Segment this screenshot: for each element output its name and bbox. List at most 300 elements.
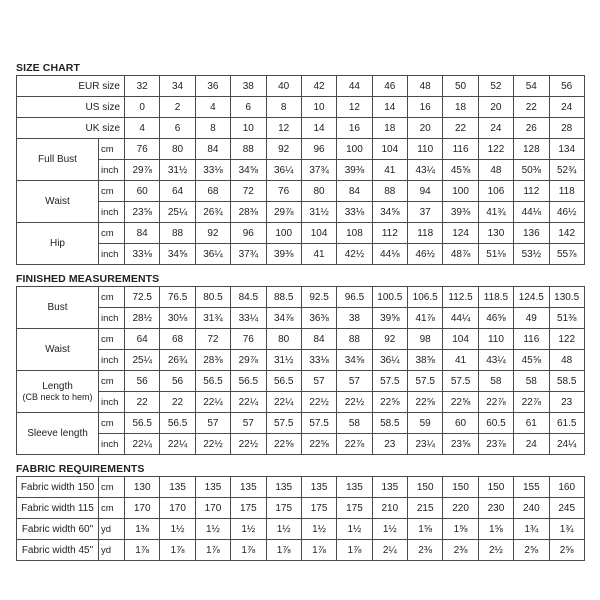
value-cell: 64 [160,181,195,202]
value-cell: 210 [372,498,407,519]
value-cell: 88 [372,181,407,202]
size-label: US size [17,97,125,118]
size-row [17,118,585,139]
value-cell: 43¼ [478,350,513,371]
value-cell: 60 [443,413,478,434]
unit-cell: cm [99,139,125,160]
value-cell: 22¼ [195,392,230,413]
value-cell: 60 [125,181,160,202]
value-cell: 100 [266,223,301,244]
value-cell: 22½ [231,434,266,455]
value-cell: 48 [408,76,443,97]
value-cell: 170 [125,498,160,519]
value-cell: 61 [514,413,549,434]
measurement-label: Waist [17,181,99,223]
value-cell: 150 [478,477,513,498]
value-cell: 1⅝ [478,519,513,540]
value-cell: 1½ [337,519,372,540]
value-cell: 22¼ [266,392,301,413]
value-cell: 38 [231,76,266,97]
fabric-row [17,477,585,498]
value-cell: 22⅝ [443,392,478,413]
value-cell: 24¼ [549,434,584,455]
value-cell: 88 [337,329,372,350]
value-cell: 1½ [372,519,407,540]
unit-cell: cm [99,223,125,244]
value-cell: 36¼ [195,244,230,265]
value-cell: 24 [514,434,549,455]
measurement-label-text: Sleeve length [27,428,88,439]
value-cell: 1⅜ [125,519,160,540]
value-cell: 36 [195,76,230,97]
value-cell: 0 [125,97,160,118]
value-cell: 128 [514,139,549,160]
value-cell: 57.5 [372,371,407,392]
value-cell: 135 [195,477,230,498]
measurement-row [17,350,585,371]
value-cell: 34⅞ [266,308,301,329]
document-page [16,0,584,561]
value-cell: 48⅞ [443,244,478,265]
value-cell: 112 [514,181,549,202]
value-cell: 22⅞ [514,392,549,413]
value-cell: 22¼ [125,434,160,455]
value-cell: 56.5 [266,371,301,392]
value-cell: 30⅛ [160,308,195,329]
value-cell: 46 [372,76,407,97]
value-cell: 58.5 [372,413,407,434]
value-cell: 32 [125,76,160,97]
measurement-row [17,308,585,329]
value-cell: 24 [478,118,513,139]
value-cell: 48 [478,160,513,181]
size-label: UK size [17,118,125,139]
value-cell: 215 [408,498,443,519]
value-cell: 41 [443,350,478,371]
value-cell: 80 [266,329,301,350]
value-cell: 56 [125,371,160,392]
measurement-row [17,244,585,265]
measurement-row [17,181,585,202]
value-cell: 2⅝ [549,540,584,561]
value-cell: 33¼ [231,308,266,329]
value-cell: 84 [125,223,160,244]
value-cell: 1⅝ [408,519,443,540]
value-cell: 175 [337,498,372,519]
measurement-label-text: Waist [45,344,70,355]
value-cell: 1½ [266,519,301,540]
value-cell: 1⅞ [266,540,301,561]
value-cell: 130 [478,223,513,244]
value-cell: 22½ [301,392,336,413]
value-cell: 84.5 [231,287,266,308]
value-cell: 106 [478,181,513,202]
value-cell: 22½ [337,392,372,413]
value-cell: 34⅝ [337,350,372,371]
unit-cell: cm [99,413,125,434]
measurement-row [17,139,585,160]
value-cell: 58 [478,371,513,392]
measurement-row [17,371,585,392]
value-cell: 124.5 [514,287,549,308]
measurement-row [17,160,585,181]
value-cell: 44 [337,76,372,97]
value-cell: 18 [372,118,407,139]
fabric-requirements-title: FABRIC REQUIREMENTS [16,463,145,475]
value-cell: 33⅛ [301,350,336,371]
value-cell: 135 [231,477,266,498]
fabric-label: Fabric width 45" [17,540,99,561]
measurement-label [17,413,99,455]
fabric-label: Fabric width 60" [17,519,99,540]
value-cell: 38⅝ [408,350,443,371]
value-cell: 26¾ [160,350,195,371]
value-cell: 160 [549,477,584,498]
value-cell: 175 [301,498,336,519]
value-cell: 48 [549,350,584,371]
value-cell: 10 [231,118,266,139]
unit-cell: cm [99,287,125,308]
value-cell: 96 [231,223,266,244]
value-cell: 134 [549,139,584,160]
value-cell: 116 [514,329,549,350]
value-cell: 53½ [514,244,549,265]
value-cell: 57 [337,371,372,392]
value-cell: 84 [195,139,230,160]
unit-cell: yd [99,519,125,540]
value-cell: 39⅝ [372,308,407,329]
value-cell: 44⅛ [372,244,407,265]
value-cell: 24 [549,97,584,118]
value-cell: 22¼ [231,392,266,413]
size-chart-title: SIZE CHART [16,62,80,74]
value-cell: 56.5 [231,371,266,392]
value-cell: 18 [443,97,478,118]
value-cell: 2⅝ [514,540,549,561]
value-cell: 28⅜ [195,350,230,371]
fabric-row [17,540,585,561]
value-cell: 41 [301,244,336,265]
value-cell: 110 [478,329,513,350]
value-cell: 28⅜ [231,202,266,223]
value-cell: 25¼ [125,350,160,371]
value-cell: 245 [549,498,584,519]
unit-cell: inch [99,392,125,413]
value-cell: 175 [266,498,301,519]
value-cell: 31½ [266,350,301,371]
value-cell: 52¾ [549,160,584,181]
unit-cell: cm [99,329,125,350]
value-cell: 22⅝ [372,392,407,413]
value-cell: 104 [443,329,478,350]
value-cell: 22 [125,392,160,413]
value-cell: 56 [160,371,195,392]
value-cell: 92 [372,329,407,350]
value-cell: 56.5 [195,371,230,392]
value-cell: 4 [125,118,160,139]
unit-cell: inch [99,350,125,371]
value-cell: 22⅞ [478,392,513,413]
value-cell: 36¼ [372,350,407,371]
value-cell: 50 [443,76,478,97]
value-cell: 1⅞ [301,540,336,561]
value-cell: 61.5 [549,413,584,434]
measurement-label-subtext: (CB neck to hem) [22,392,93,402]
measurement-label [17,329,99,371]
value-cell: 57.5 [266,413,301,434]
value-cell: 57.5 [408,371,443,392]
value-cell: 155 [514,477,549,498]
value-cell: 22⅝ [266,434,301,455]
value-cell: 60.5 [478,413,513,434]
value-cell: 22 [514,97,549,118]
size-chart-table [16,75,585,265]
value-cell: 68 [160,329,195,350]
value-cell: 1⅞ [337,540,372,561]
value-cell: 50⅜ [514,160,549,181]
measurement-label: Full Bust [17,139,99,181]
value-cell: 1½ [301,519,336,540]
value-cell: 72 [195,329,230,350]
value-cell: 84 [301,329,336,350]
value-cell: 240 [514,498,549,519]
value-cell: 2¼ [372,540,407,561]
value-cell: 76 [266,181,301,202]
value-cell: 100.5 [372,287,407,308]
value-cell: 88.5 [266,287,301,308]
measurement-label [17,287,99,329]
value-cell: 25¼ [160,202,195,223]
value-cell: 2½ [478,540,513,561]
value-cell: 76.5 [160,287,195,308]
value-cell: 22 [160,392,195,413]
value-cell: 31½ [160,160,195,181]
value-cell: 12 [337,97,372,118]
value-cell: 112.5 [443,287,478,308]
measurement-row [17,434,585,455]
value-cell: 76 [231,329,266,350]
measurement-row [17,223,585,244]
value-cell: 37 [408,202,443,223]
value-cell: 46½ [408,244,443,265]
value-cell: 28 [549,118,584,139]
value-cell: 59 [408,413,443,434]
value-cell: 96 [301,139,336,160]
value-cell: 122 [478,139,513,160]
value-cell: 116 [443,139,478,160]
value-cell: 34⅝ [160,244,195,265]
value-cell: 1¾ [514,519,549,540]
value-cell: 108 [337,223,372,244]
value-cell: 135 [372,477,407,498]
value-cell: 92 [266,139,301,160]
value-cell: 175 [231,498,266,519]
unit-cell: inch [99,434,125,455]
value-cell: 4 [195,97,230,118]
value-cell: 37¾ [231,244,266,265]
value-cell: 34 [160,76,195,97]
measurement-label-text: Length [42,381,73,392]
value-cell: 49 [514,308,549,329]
value-cell: 23⅝ [125,202,160,223]
value-cell: 6 [231,97,266,118]
size-label: EUR size [17,76,125,97]
fabric-row [17,498,585,519]
value-cell: 57 [301,371,336,392]
value-cell: 2⅜ [443,540,478,561]
value-cell: 26¾ [195,202,230,223]
value-cell: 84 [337,181,372,202]
measurement-label [17,371,99,413]
value-cell: 94 [408,181,443,202]
value-cell: 41¾ [478,202,513,223]
unit-cell: cm [99,371,125,392]
value-cell: 20 [408,118,443,139]
measurement-label-text: Bust [47,302,68,313]
value-cell: 1½ [160,519,195,540]
value-cell: 43¼ [408,160,443,181]
value-cell: 76 [125,139,160,160]
value-cell: 8 [195,118,230,139]
value-cell: 55⅞ [549,244,584,265]
value-cell: 170 [160,498,195,519]
value-cell: 36⅜ [301,308,336,329]
value-cell: 54 [514,76,549,97]
value-cell: 29⅞ [125,160,160,181]
value-cell: 110 [408,139,443,160]
value-cell: 16 [408,97,443,118]
value-cell: 36¼ [266,160,301,181]
value-cell: 22 [443,118,478,139]
value-cell: 44⅛ [514,202,549,223]
value-cell: 1⅝ [443,519,478,540]
unit-cell: yd [99,540,125,561]
value-cell: 80 [160,139,195,160]
value-cell: 33⅛ [125,244,160,265]
value-cell: 22⅞ [337,434,372,455]
value-cell: 39⅜ [266,244,301,265]
value-cell: 220 [443,498,478,519]
value-cell: 16 [337,118,372,139]
value-cell: 58.5 [549,371,584,392]
value-cell: 112 [372,223,407,244]
value-cell: 51⅜ [549,308,584,329]
value-cell: 45⅝ [443,160,478,181]
value-cell: 230 [478,498,513,519]
value-cell: 37¾ [301,160,336,181]
value-cell: 2 [160,97,195,118]
value-cell: 118 [408,223,443,244]
value-cell: 92.5 [301,287,336,308]
value-cell: 135 [160,477,195,498]
measurement-row [17,413,585,434]
value-cell: 150 [408,477,443,498]
value-cell: 12 [266,118,301,139]
value-cell: 23 [372,434,407,455]
value-cell: 1⅞ [195,540,230,561]
value-cell: 22½ [195,434,230,455]
value-cell: 130 [125,477,160,498]
value-cell: 10 [301,97,336,118]
measurement-row [17,287,585,308]
value-cell: 57 [231,413,266,434]
value-cell: 1¾ [549,519,584,540]
value-cell: 57 [195,413,230,434]
value-cell: 29⅞ [266,202,301,223]
value-cell: 33⅛ [337,202,372,223]
value-cell: 72.5 [125,287,160,308]
unit-cell: inch [99,202,125,223]
value-cell: 38 [337,308,372,329]
finished-measurements-title: FINISHED MEASUREMENTS [16,273,160,285]
value-cell: 104 [301,223,336,244]
value-cell: 20 [478,97,513,118]
value-cell: 2⅜ [408,540,443,561]
measurement-row [17,392,585,413]
value-cell: 34⅝ [231,160,266,181]
value-cell: 39⅜ [443,202,478,223]
value-cell: 135 [266,477,301,498]
value-cell: 122 [549,329,584,350]
value-cell: 8 [266,97,301,118]
value-cell: 6 [160,118,195,139]
value-cell: 68 [195,181,230,202]
value-cell: 28½ [125,308,160,329]
unit-cell: cm [99,498,125,519]
value-cell: 31¾ [195,308,230,329]
value-cell: 23⅝ [443,434,478,455]
value-cell: 88 [160,223,195,244]
size-row [17,76,585,97]
value-cell: 100 [443,181,478,202]
fabric-requirements-table [16,476,585,561]
value-cell: 1½ [195,519,230,540]
value-cell: 135 [337,477,372,498]
value-cell: 51⅛ [478,244,513,265]
unit-cell: inch [99,308,125,329]
value-cell: 118.5 [478,287,513,308]
value-cell: 34⅝ [372,202,407,223]
value-cell: 136 [514,223,549,244]
value-cell: 57.5 [443,371,478,392]
value-cell: 170 [195,498,230,519]
value-cell: 96.5 [337,287,372,308]
value-cell: 41 [372,160,407,181]
value-cell: 58 [514,371,549,392]
value-cell: 80 [301,181,336,202]
measurement-row [17,202,585,223]
finished-measurements-table [16,286,585,455]
value-cell: 22⅝ [408,392,443,413]
value-cell: 23⅞ [478,434,513,455]
value-cell: 45⅝ [514,350,549,371]
value-cell: 64 [125,329,160,350]
unit-cell: inch [99,244,125,265]
value-cell: 46½ [549,202,584,223]
value-cell: 14 [372,97,407,118]
value-cell: 42 [301,76,336,97]
value-cell: 29⅞ [231,350,266,371]
value-cell: 98 [408,329,443,350]
value-cell: 26 [514,118,549,139]
value-cell: 1⅞ [231,540,266,561]
value-cell: 1⅞ [160,540,195,561]
value-cell: 150 [443,477,478,498]
value-cell: 23¼ [408,434,443,455]
value-cell: 40 [266,76,301,97]
value-cell: 42½ [337,244,372,265]
measurement-row [17,329,585,350]
